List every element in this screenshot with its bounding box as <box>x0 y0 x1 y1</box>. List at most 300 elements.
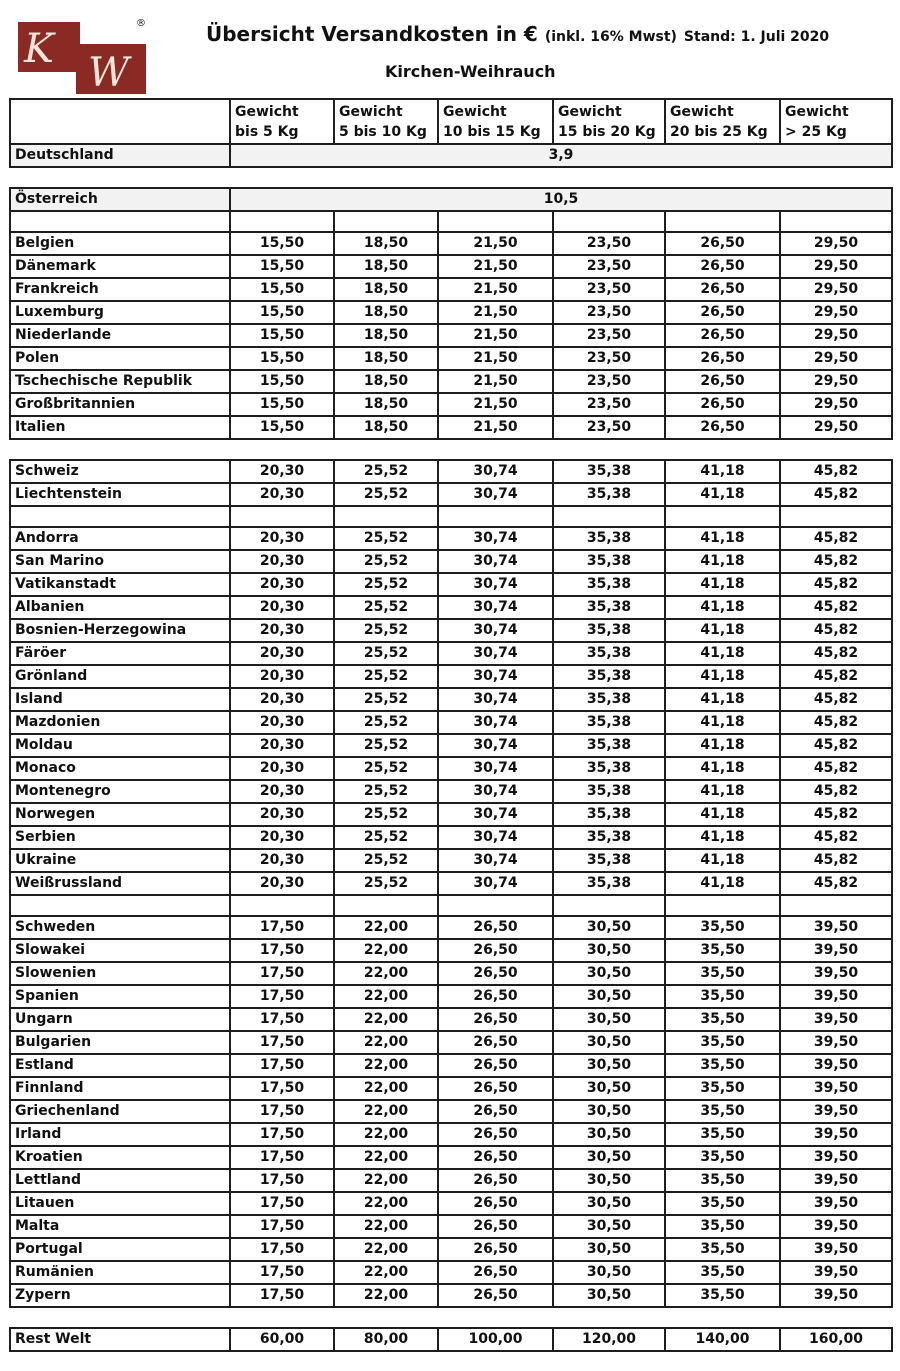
country-cell: Rest Welt <box>10 1328 230 1351</box>
table-row <box>10 1100 892 1123</box>
spacer-cell <box>334 895 438 916</box>
table-row <box>10 1054 892 1077</box>
price-cell: 30,50 <box>553 939 665 962</box>
price-cell: 20,30 <box>230 642 334 665</box>
column-header-line2: > 25 Kg <box>785 124 847 140</box>
column-header <box>553 99 665 144</box>
price-cell: 45,82 <box>780 642 892 665</box>
spacer-cell <box>438 895 553 916</box>
price-cell: 22,00 <box>334 916 438 939</box>
table-row <box>10 985 892 1008</box>
price-cell: 45,82 <box>780 688 892 711</box>
page-title <box>206 22 829 46</box>
column-header <box>665 99 780 144</box>
price-cell: 45,82 <box>780 596 892 619</box>
country-cell: San Marino <box>10 550 230 573</box>
country-cell: Frankreich <box>10 278 230 301</box>
price-cell: 35,38 <box>553 872 665 895</box>
price-cell: 35,50 <box>665 1123 780 1146</box>
spacer-cell <box>780 211 892 232</box>
price-cell: 22,00 <box>334 1284 438 1307</box>
price-cell: 26,50 <box>438 1008 553 1031</box>
column-header-line2: 5 bis 10 Kg <box>339 124 427 140</box>
table-row <box>10 527 892 550</box>
title-vat-note: (inkl. 16% Mwst) <box>544 29 677 45</box>
price-cell: 39,50 <box>780 1077 892 1100</box>
country-cell: Serbien <box>10 826 230 849</box>
spacer-cell <box>665 506 780 527</box>
price-cell: 39,50 <box>780 1192 892 1215</box>
price-cell: 30,74 <box>438 527 553 550</box>
price-cell: 45,82 <box>780 527 892 550</box>
country-cell: Österreich <box>10 188 230 211</box>
country-cell: Estland <box>10 1054 230 1077</box>
price-cell: 35,38 <box>553 527 665 550</box>
svg-text:K: K <box>24 26 54 72</box>
price-cell: 45,82 <box>780 826 892 849</box>
price-cell: 20,30 <box>230 550 334 573</box>
price-cell: 35,50 <box>665 1192 780 1215</box>
country-cell: Liechtenstein <box>10 483 230 506</box>
price-cell: 41,18 <box>665 596 780 619</box>
price-cell: 35,50 <box>665 1261 780 1284</box>
country-cell: Slowenien <box>10 962 230 985</box>
country-cell: Norwegen <box>10 803 230 826</box>
title-stand-date: Stand: 1. Juli 2020 <box>683 29 830 45</box>
price-cell: 18,50 <box>334 393 438 416</box>
table-row <box>10 916 892 939</box>
spacer-cell <box>10 211 230 232</box>
price-cell: 39,50 <box>780 1123 892 1146</box>
price-cell: 60,00 <box>230 1328 334 1351</box>
price-cell: 35,50 <box>665 916 780 939</box>
spacer-cell <box>438 167 553 188</box>
price-cell: 17,50 <box>230 916 334 939</box>
price-cell: 35,38 <box>553 619 665 642</box>
price-cell: 25,52 <box>334 757 438 780</box>
price-cell: 23,50 <box>553 301 665 324</box>
price-cell: 39,50 <box>780 1031 892 1054</box>
price-cell: 22,00 <box>334 1169 438 1192</box>
table-row <box>10 1284 892 1307</box>
price-cell: 17,50 <box>230 1031 334 1054</box>
table-row <box>10 255 892 278</box>
table-row <box>10 416 892 439</box>
price-cell: 18,50 <box>334 370 438 393</box>
country-cell: Ukraine <box>10 849 230 872</box>
price-cell: 26,50 <box>665 393 780 416</box>
price-cell: 22,00 <box>334 1054 438 1077</box>
column-header <box>334 99 438 144</box>
price-cell: 29,50 <box>780 324 892 347</box>
table-row <box>10 347 892 370</box>
spacer-cell <box>553 895 665 916</box>
price-cell: 29,50 <box>780 393 892 416</box>
price-cell: 25,52 <box>334 711 438 734</box>
spacer-cell <box>780 167 892 188</box>
price-cell: 30,50 <box>553 1192 665 1215</box>
price-cell: 26,50 <box>665 416 780 439</box>
price-cell: 30,50 <box>553 1100 665 1123</box>
price-cell: 23,50 <box>553 255 665 278</box>
price-cell: 18,50 <box>334 416 438 439</box>
shipping-cost-table <box>9 98 893 1352</box>
table-row <box>10 573 892 596</box>
price-cell: 18,50 <box>334 301 438 324</box>
table-row <box>10 1261 892 1284</box>
page-subtitle: Kirchen-Weihrauch <box>385 62 556 81</box>
price-cell: 30,74 <box>438 757 553 780</box>
price-cell: 17,50 <box>230 1261 334 1284</box>
price-cell: 30,74 <box>438 460 553 483</box>
spacer-cell <box>438 506 553 527</box>
table-row <box>10 1077 892 1100</box>
price-cell: 25,52 <box>334 460 438 483</box>
price-cell: 35,50 <box>665 1077 780 1100</box>
country-cell: Ungarn <box>10 1008 230 1031</box>
spacer-cell <box>780 1307 892 1328</box>
price-cell: 18,50 <box>334 347 438 370</box>
price-cell: 25,52 <box>334 573 438 596</box>
table-row <box>10 642 892 665</box>
price-cell: 45,82 <box>780 550 892 573</box>
price-cell: 22,00 <box>334 962 438 985</box>
country-cell: Schweiz <box>10 460 230 483</box>
price-cell: 30,74 <box>438 596 553 619</box>
country-cell: Spanien <box>10 985 230 1008</box>
table-row <box>10 1215 892 1238</box>
price-cell: 39,50 <box>780 1100 892 1123</box>
price-cell: 17,50 <box>230 1008 334 1031</box>
flat-price-cell: 10,5 <box>230 188 892 211</box>
spacer-cell <box>334 211 438 232</box>
price-cell: 35,50 <box>665 1146 780 1169</box>
price-cell: 18,50 <box>334 232 438 255</box>
price-cell: 26,50 <box>438 1031 553 1054</box>
country-cell: Färöer <box>10 642 230 665</box>
country-cell: Andorra <box>10 527 230 550</box>
spacer-cell <box>10 167 230 188</box>
price-cell: 30,74 <box>438 688 553 711</box>
table-body <box>10 99 892 1351</box>
price-cell: 20,30 <box>230 849 334 872</box>
table-row <box>10 550 892 573</box>
country-cell: Finnland <box>10 1077 230 1100</box>
price-cell: 15,50 <box>230 232 334 255</box>
price-cell: 41,18 <box>665 826 780 849</box>
table-row <box>10 1192 892 1215</box>
price-cell: 35,38 <box>553 573 665 596</box>
price-cell: 35,38 <box>553 460 665 483</box>
price-cell: 26,50 <box>438 1146 553 1169</box>
spacer-cell <box>665 439 780 460</box>
price-cell: 30,74 <box>438 826 553 849</box>
column-header-line2: 10 bis 15 Kg <box>443 124 541 140</box>
price-cell: 29,50 <box>780 370 892 393</box>
price-cell: 26,50 <box>438 1261 553 1284</box>
price-cell: 25,52 <box>334 826 438 849</box>
price-cell: 35,38 <box>553 734 665 757</box>
price-cell: 39,50 <box>780 939 892 962</box>
price-cell: 39,50 <box>780 1284 892 1307</box>
title-main: Übersicht Versandkosten in € <box>206 22 538 46</box>
table-row <box>10 1328 892 1351</box>
price-cell: 41,18 <box>665 619 780 642</box>
price-cell: 25,52 <box>334 642 438 665</box>
table-row <box>10 711 892 734</box>
price-cell: 26,50 <box>438 962 553 985</box>
price-cell: 26,50 <box>438 1123 553 1146</box>
price-cell: 25,52 <box>334 872 438 895</box>
price-cell: 15,50 <box>230 278 334 301</box>
price-cell: 30,50 <box>553 916 665 939</box>
price-cell: 25,52 <box>334 734 438 757</box>
kw-logo <box>18 20 148 96</box>
table-row <box>10 483 892 506</box>
price-cell: 30,74 <box>438 665 553 688</box>
spacer-cell <box>10 506 230 527</box>
price-cell: 17,50 <box>230 939 334 962</box>
country-cell: Luxemburg <box>10 301 230 324</box>
price-cell: 22,00 <box>334 1261 438 1284</box>
price-cell: 41,18 <box>665 803 780 826</box>
price-cell: 39,50 <box>780 1238 892 1261</box>
price-cell: 17,50 <box>230 1100 334 1123</box>
price-cell: 41,18 <box>665 849 780 872</box>
price-cell: 29,50 <box>780 416 892 439</box>
price-cell: 30,50 <box>553 1215 665 1238</box>
price-cell: 26,50 <box>438 1054 553 1077</box>
country-cell: Grönland <box>10 665 230 688</box>
price-cell: 30,50 <box>553 1077 665 1100</box>
price-cell: 18,50 <box>334 324 438 347</box>
column-header <box>438 99 553 144</box>
price-cell: 35,38 <box>553 826 665 849</box>
price-cell: 30,74 <box>438 803 553 826</box>
price-cell: 21,50 <box>438 232 553 255</box>
price-cell: 15,50 <box>230 416 334 439</box>
country-cell: Bulgarien <box>10 1031 230 1054</box>
spacer-cell <box>438 439 553 460</box>
price-cell: 22,00 <box>334 939 438 962</box>
country-cell: Zypern <box>10 1284 230 1307</box>
table-row <box>10 872 892 895</box>
country-cell: Litauen <box>10 1192 230 1215</box>
price-cell: 26,50 <box>438 1215 553 1238</box>
price-cell: 35,50 <box>665 1215 780 1238</box>
spacer-cell <box>665 167 780 188</box>
table-row <box>10 301 892 324</box>
spacer-cell <box>10 1307 230 1328</box>
price-cell: 26,50 <box>438 1192 553 1215</box>
column-header-line2: 20 bis 25 Kg <box>670 124 768 140</box>
price-cell: 35,50 <box>665 939 780 962</box>
price-cell: 17,50 <box>230 1054 334 1077</box>
price-cell: 17,50 <box>230 1077 334 1100</box>
price-cell: 30,50 <box>553 1169 665 1192</box>
country-cell: Bosnien-Herzegowina <box>10 619 230 642</box>
table-row <box>10 1008 892 1031</box>
price-cell: 25,52 <box>334 527 438 550</box>
price-cell: 30,74 <box>438 619 553 642</box>
country-cell: Moldau <box>10 734 230 757</box>
price-cell: 26,50 <box>665 301 780 324</box>
country-cell: Slowakei <box>10 939 230 962</box>
price-cell: 22,00 <box>334 1215 438 1238</box>
price-cell: 35,38 <box>553 780 665 803</box>
price-cell: 30,50 <box>553 1284 665 1307</box>
price-cell: 21,50 <box>438 255 553 278</box>
table-row <box>10 1169 892 1192</box>
price-cell: 15,50 <box>230 393 334 416</box>
price-cell: 17,50 <box>230 1215 334 1238</box>
column-header <box>780 99 892 144</box>
price-cell: 20,30 <box>230 826 334 849</box>
table-row <box>10 188 892 211</box>
price-cell: 22,00 <box>334 1123 438 1146</box>
price-cell: 41,18 <box>665 872 780 895</box>
price-cell: 41,18 <box>665 573 780 596</box>
price-cell: 39,50 <box>780 1054 892 1077</box>
table-row <box>10 460 892 483</box>
country-cell: Albanien <box>10 596 230 619</box>
spacer-cell <box>230 506 334 527</box>
price-cell: 23,50 <box>553 393 665 416</box>
price-cell: 80,00 <box>334 1328 438 1351</box>
price-cell: 41,18 <box>665 665 780 688</box>
spacer-cell <box>10 895 230 916</box>
price-cell: 35,50 <box>665 1054 780 1077</box>
price-cell: 20,30 <box>230 734 334 757</box>
price-cell: 25,52 <box>334 483 438 506</box>
price-cell: 26,50 <box>665 278 780 301</box>
price-cell: 45,82 <box>780 734 892 757</box>
svg-text:W: W <box>88 50 130 96</box>
price-cell: 35,38 <box>553 711 665 734</box>
spacer-cell <box>665 211 780 232</box>
price-cell: 17,50 <box>230 962 334 985</box>
price-cell: 41,18 <box>665 527 780 550</box>
spacer-cell <box>780 895 892 916</box>
column-header-line1: Gewicht <box>339 104 403 120</box>
price-cell: 22,00 <box>334 1146 438 1169</box>
spacer-cell <box>230 211 334 232</box>
price-cell: 45,82 <box>780 872 892 895</box>
price-cell: 23,50 <box>553 278 665 301</box>
price-cell: 25,52 <box>334 665 438 688</box>
price-cell: 45,82 <box>780 665 892 688</box>
price-cell: 35,38 <box>553 483 665 506</box>
price-cell: 41,18 <box>665 550 780 573</box>
table-header-row <box>10 99 892 144</box>
price-cell: 35,38 <box>553 596 665 619</box>
country-cell: Griechenland <box>10 1100 230 1123</box>
price-cell: 30,74 <box>438 483 553 506</box>
country-cell: Belgien <box>10 232 230 255</box>
column-header-line1: Gewicht <box>785 104 849 120</box>
price-cell: 22,00 <box>334 1238 438 1261</box>
price-cell: 35,38 <box>553 849 665 872</box>
spacer-row <box>10 167 892 188</box>
price-cell: 26,50 <box>665 232 780 255</box>
country-cell: Island <box>10 688 230 711</box>
price-cell: 23,50 <box>553 324 665 347</box>
price-cell: 23,50 <box>553 370 665 393</box>
price-cell: 26,50 <box>438 1100 553 1123</box>
price-cell: 120,00 <box>553 1328 665 1351</box>
price-cell: 45,82 <box>780 573 892 596</box>
spacer-row <box>10 1307 892 1328</box>
price-cell: 17,50 <box>230 1284 334 1307</box>
price-cell: 26,50 <box>438 916 553 939</box>
price-cell: 30,50 <box>553 962 665 985</box>
price-cell: 39,50 <box>780 1169 892 1192</box>
column-header <box>230 99 334 144</box>
price-cell: 15,50 <box>230 324 334 347</box>
price-cell: 41,18 <box>665 460 780 483</box>
country-cell: Polen <box>10 347 230 370</box>
price-cell: 23,50 <box>553 347 665 370</box>
country-cell: Dänemark <box>10 255 230 278</box>
price-cell: 30,74 <box>438 711 553 734</box>
spacer-cell <box>438 211 553 232</box>
price-cell: 30,50 <box>553 985 665 1008</box>
table-row <box>10 232 892 255</box>
table-row <box>10 393 892 416</box>
price-cell: 25,52 <box>334 688 438 711</box>
table-row <box>10 370 892 393</box>
price-cell: 45,82 <box>780 711 892 734</box>
spacer-row <box>10 506 892 527</box>
spacer-cell <box>553 167 665 188</box>
country-cell: Mazdonien <box>10 711 230 734</box>
registered-mark: ® <box>136 18 146 29</box>
price-cell: 22,00 <box>334 1077 438 1100</box>
price-cell: 18,50 <box>334 278 438 301</box>
spacer-row <box>10 895 892 916</box>
table-row <box>10 803 892 826</box>
price-cell: 17,50 <box>230 1146 334 1169</box>
price-cell: 30,74 <box>438 642 553 665</box>
spacer-cell <box>334 167 438 188</box>
country-cell: Deutschland <box>10 144 230 167</box>
spacer-cell <box>553 506 665 527</box>
price-cell: 35,50 <box>665 1284 780 1307</box>
spacer-cell <box>665 895 780 916</box>
spacer-cell <box>334 506 438 527</box>
table-row <box>10 939 892 962</box>
price-cell: 160,00 <box>780 1328 892 1351</box>
spacer-cell <box>230 439 334 460</box>
price-cell: 35,38 <box>553 550 665 573</box>
spacer-row <box>10 439 892 460</box>
table-row <box>10 826 892 849</box>
column-header-line1: Gewicht <box>558 104 622 120</box>
price-cell: 30,50 <box>553 1031 665 1054</box>
price-cell: 21,50 <box>438 416 553 439</box>
column-header-line1: Gewicht <box>235 104 299 120</box>
price-cell: 22,00 <box>334 1008 438 1031</box>
price-cell: 26,50 <box>438 1077 553 1100</box>
spacer-cell <box>780 439 892 460</box>
price-cell: 35,38 <box>553 757 665 780</box>
spacer-cell <box>334 1307 438 1328</box>
price-cell: 26,50 <box>665 370 780 393</box>
table-row <box>10 324 892 347</box>
spacer-cell <box>553 1307 665 1328</box>
price-cell: 25,52 <box>334 619 438 642</box>
price-cell: 45,82 <box>780 619 892 642</box>
